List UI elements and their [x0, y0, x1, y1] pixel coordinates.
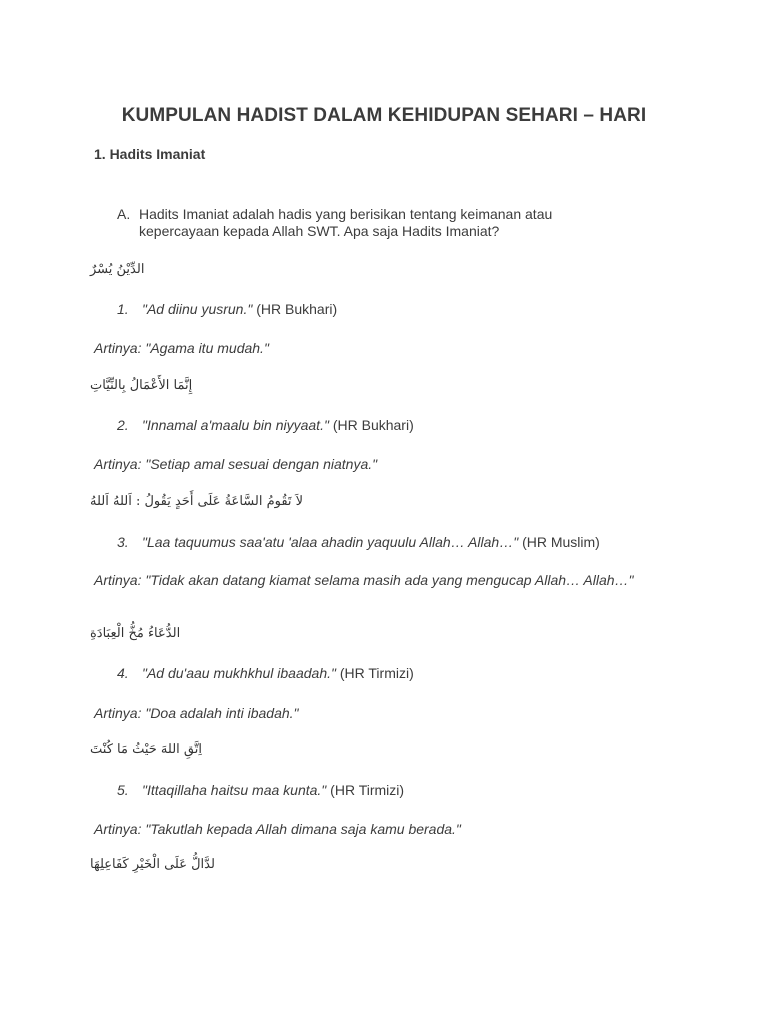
- hadith-number: 3.: [117, 534, 129, 550]
- intro-list-letter: A.: [117, 206, 131, 222]
- hadith-item-3: [117, 534, 600, 550]
- hadith-item-1: [117, 301, 337, 317]
- hadith-quote: "Ittaqillaha haitsu maa kunta.": [142, 782, 327, 798]
- hadith-quote: "Laa taquumus saa'atu 'alaa ahadin yaquulu Allah… Allah…": [142, 534, 519, 550]
- hadith-item-2: [117, 417, 414, 433]
- hadith-meaning-3: Artinya: "Tidak akan datang kiamat selama masih ada yang mengucap Allah… Allah…": [94, 572, 634, 588]
- arabic-text-3: لاَ تَقُومُ السَّاعَةُ عَلَى أَحَدٍ يَقُولُ : اَللهُ اَللهُ: [90, 494, 304, 509]
- section-heading: 1. Hadits Imaniat: [94, 146, 206, 162]
- hadith-number: 1.: [117, 301, 129, 317]
- hadith-source: (HR Bukhari): [332, 417, 414, 433]
- hadith-meaning-2: Artinya: "Setiap amal sesuai dengan niatnya.": [94, 456, 378, 472]
- arabic-text-1: الدِّيْنُ يُسْرٌ: [90, 262, 145, 277]
- arabic-text-5: اِتَّقِ اللهَ حَيْثُ مَا كُنْتَ: [90, 742, 202, 757]
- hadith-quote: "Ad diinu yusrun.": [142, 301, 253, 317]
- document-title: KUMPULAN HADIST DALAM KEHIDUPAN SEHARI – HARI: [121, 105, 647, 126]
- hadith-source: (HR Tirmizi): [330, 782, 405, 798]
- hadith-item-5: [117, 782, 404, 798]
- arabic-text-4: الدُّعَاءُ مُخُّ الْعِبَادَةِ: [90, 626, 181, 641]
- hadith-source: (HR Tirmizi): [339, 665, 414, 681]
- arabic-text-2: إِنَّمَا الأَعْمَالُ بِالنِّيَّاتِ: [90, 378, 193, 393]
- hadith-meaning-1: Artinya: "Agama itu mudah.": [94, 340, 269, 356]
- hadith-number: 2.: [117, 417, 129, 433]
- hadith-quote: "Innamal a'maalu bin niyyaat.": [142, 417, 329, 433]
- intro-paragraph: [117, 206, 617, 240]
- hadith-meaning-5: Artinya: "Takutlah kepada Allah dimana saja kamu berada.": [94, 821, 461, 837]
- hadith-number: 4.: [117, 665, 129, 681]
- hadith-number: 5.: [117, 782, 129, 798]
- hadith-source: (HR Muslim): [522, 534, 600, 550]
- arabic-text-6: لدَّالُّ عَلَى الْخَيْرِ كَفَاعِلِهَا: [90, 857, 215, 872]
- hadith-source: (HR Bukhari): [256, 301, 338, 317]
- hadith-meaning-4: Artinya: "Doa adalah inti ibadah.": [94, 705, 299, 721]
- intro-text: Hadits Imaniat adalah hadis yang berisikan tentang keimanan atau kepercayaan kepada Allah SWT. Apa saja Hadits Imaniat?: [139, 206, 553, 239]
- hadith-item-4: [117, 665, 414, 681]
- hadith-quote: "Ad du'aau mukhkhul ibaadah.": [142, 665, 336, 681]
